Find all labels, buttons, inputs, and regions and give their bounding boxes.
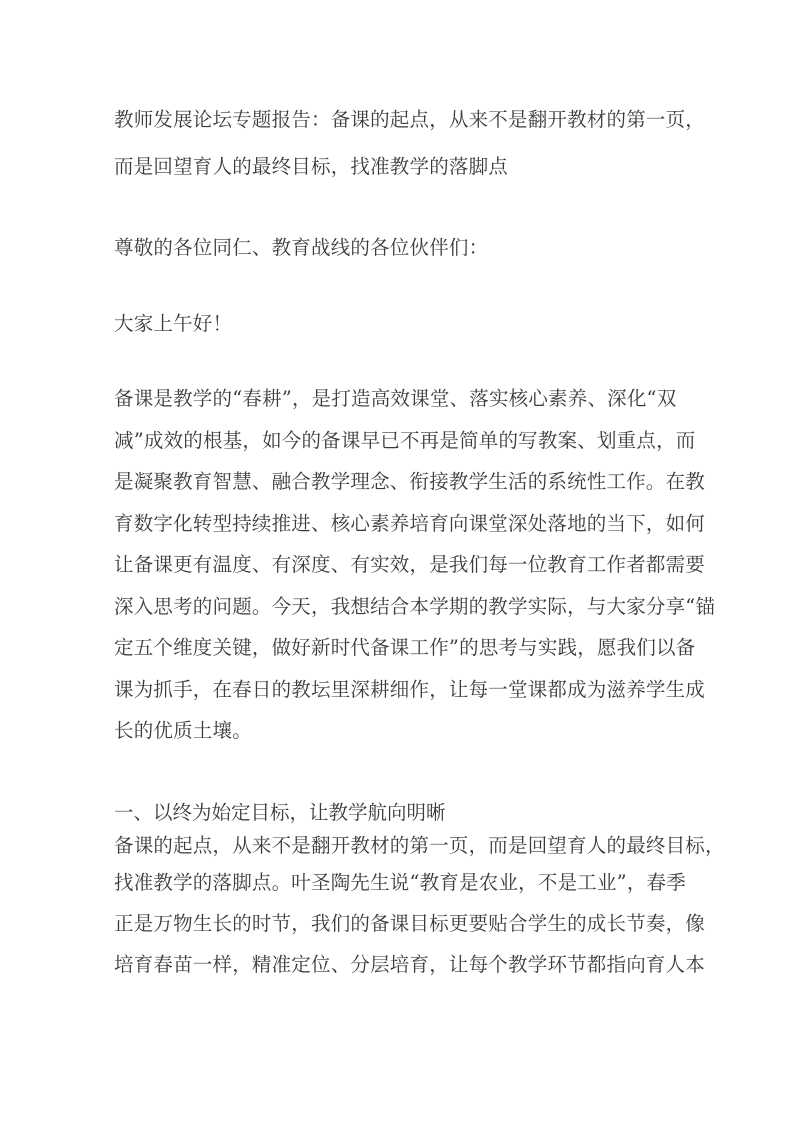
title-line-1: 教师发展论坛专题报告：备课的起点，从来不是翻开教材的第一页， <box>114 108 706 131</box>
paragraph-line-4: 育数字化转型持续推进、核心素养培育向课堂深处落地的当下，如何 <box>114 511 706 535</box>
greeting-line-1: 大家上午好！ <box>114 312 233 335</box>
document-title <box>114 96 706 190</box>
section-one <box>114 796 725 985</box>
section-one-line-1: 备课的起点，从来不是翻开教材的第一页，而是回望育人的最终目标， <box>114 833 725 857</box>
title-line-2: 而是回望育人的最终目标，找准教学的落脚点 <box>114 155 509 178</box>
salutation <box>114 224 680 271</box>
greeting <box>114 300 680 347</box>
paragraph-line-8: 课为抓手，在春日的教坛里深耕细作，让每一堂课都成为滋养学生成 <box>114 677 706 701</box>
opening-paragraph <box>114 378 716 752</box>
paragraph-line-3: 是凝聚教育智慧、融合教学理念、衔接教学生活的系统性工作。在教 <box>114 470 706 493</box>
salutation-line-1: 尊敬的各位同仁、教育战线的各位伙伴们： <box>114 236 489 259</box>
document-content <box>114 96 725 985</box>
paragraph-line-2: 减”成效的根基，如今的备课早已不再是简单的写教案、划重点，而 <box>114 428 696 452</box>
paragraph-line-6: 深入思考的问题。今天，我想结合本学期的教学实际，与大家分享“锚 <box>114 594 716 618</box>
paragraph-line-9: 长的优质土壤。 <box>114 719 252 742</box>
section-one-line-4: 培育春苗一样，精准定位、分层培育，让每个教学环节都指向育人本 <box>114 952 706 976</box>
section-one-heading: 一、以终为始定目标，让教学航向明晰 <box>114 800 446 824</box>
paragraph-line-7: 定五个维度关键，做好新时代备课工作”的思考与实践，愿我们以备 <box>114 636 696 659</box>
paragraph-line-1: 备课是教学的“春耕”，是打造高效课堂、落实核心素养、深化“双 <box>114 387 677 410</box>
section-one-line-2: 找准教学的落脚点。叶圣陶先生说“教育是农业，不是工业”，春季 <box>114 870 686 894</box>
paragraph-line-5: 让备课更有温度、有深度、有实效，是我们每一位教育工作者都需要 <box>114 553 706 576</box>
section-one-line-3: 正是万物生长的时节，我们的备课目标更要贴合学生的成长节奏，像 <box>114 911 706 935</box>
